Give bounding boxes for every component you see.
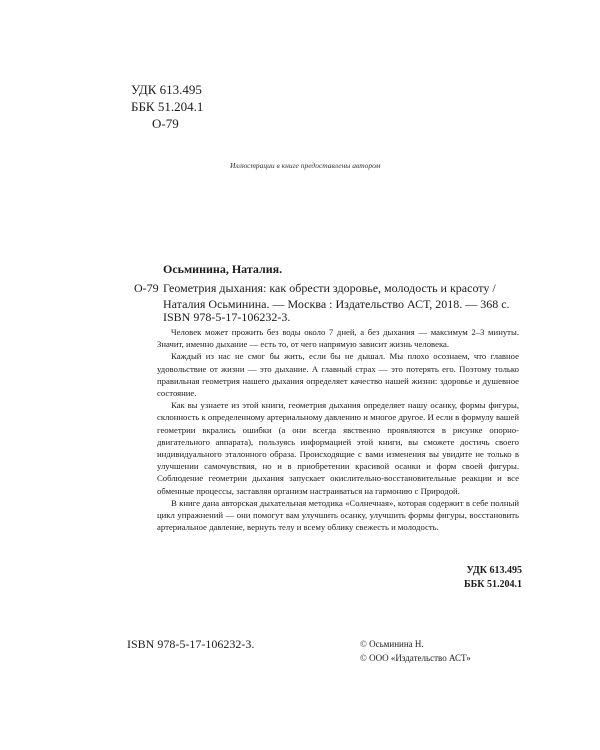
author-code-left: О-79 — [134, 281, 159, 295]
bibliographic-description — [163, 280, 523, 312]
copyright-publisher: © ООО «Издательство АСТ» — [360, 653, 471, 663]
annotation-paragraph-1: Человек может прожить без воды около 7 дней, а без дыхания — максимум 2–3 минуты. Значит, именно дыхание — есть то, от чего напрямую зависит жизнь человека. — [157, 327, 519, 350]
udk-code-right: УДК 613.495 — [466, 565, 522, 576]
author-code: О-79 — [152, 116, 179, 131]
annotation-paragraph-4: В книге дана авторская дыхательная методика «Солнечная», которая содержит в себе полный цикл упражнений — они помогут вам улучшить осанку, улучшить формы фигуры, восстановить артериальное давление, вернуть телу и всему облику свежесть и молодость. — [157, 497, 519, 533]
isbn-line: ISBN 978-5-17-106232-3. — [163, 310, 291, 324]
copyright-author: © Осьминина Н. — [360, 639, 424, 649]
title-line: Геометрия дыхания: как обрести здоровье, молодость и красоту / — [163, 281, 496, 295]
publication-line: Наталия Осьминина. — Москва : Издательство АСТ, 2018. — 368 с. — [163, 297, 510, 311]
author-heading: Осьминина, Наталия. — [163, 262, 283, 276]
bbk-code-right: ББК 51.204.1 — [464, 579, 522, 590]
illustrations-note: Иллюстрации в книге предоставлены автором — [230, 161, 381, 170]
bbk-code: ББК 51.204.1 — [131, 99, 204, 114]
annotation-paragraph-3: Как вы узнаете из этой книги, геометрия дыхания определяет нашу осанку, формы фигуры, склонность к определенному артериальному давлению и многое другое. И если в формулу вашей геометрии вкрались ошибки (а они всегда явственно проявляются в рисунке опорно-двигательного аппарата), пользуясь информацией этой книги, вы сможете достичь своего индивидуального эталонного образа. Происходящие с вами изменения вы увидите не только в улучшении самочувствия, но и в приобретении красивой осанки и форм своей фигуры. Соблюдение геометрии дыхания запускает окислительно-восстановительные реакции и все обменные процессы, заставляя организм настраиваться на гармонию с Природой. — [157, 400, 519, 496]
copyright-block — [360, 637, 471, 665]
classification-codes-right — [464, 564, 522, 592]
footer-isbn: ISBN 978-5-17-106232-3. — [127, 637, 255, 651]
annotation-paragraph-2: Каждый из нас не смог бы жить, если бы не дышал. Мы плохо осознаем, что главное удовольствие от жизни — это дыхание. А главный страх — это потерять его. Поэтому только правильная геометрия нашего дыхания определяет качество нашей жизни: здоровье и душевное состояние. — [157, 351, 519, 399]
annotation — [157, 326, 519, 533]
udk-code: УДК 613.495 — [131, 82, 202, 97]
